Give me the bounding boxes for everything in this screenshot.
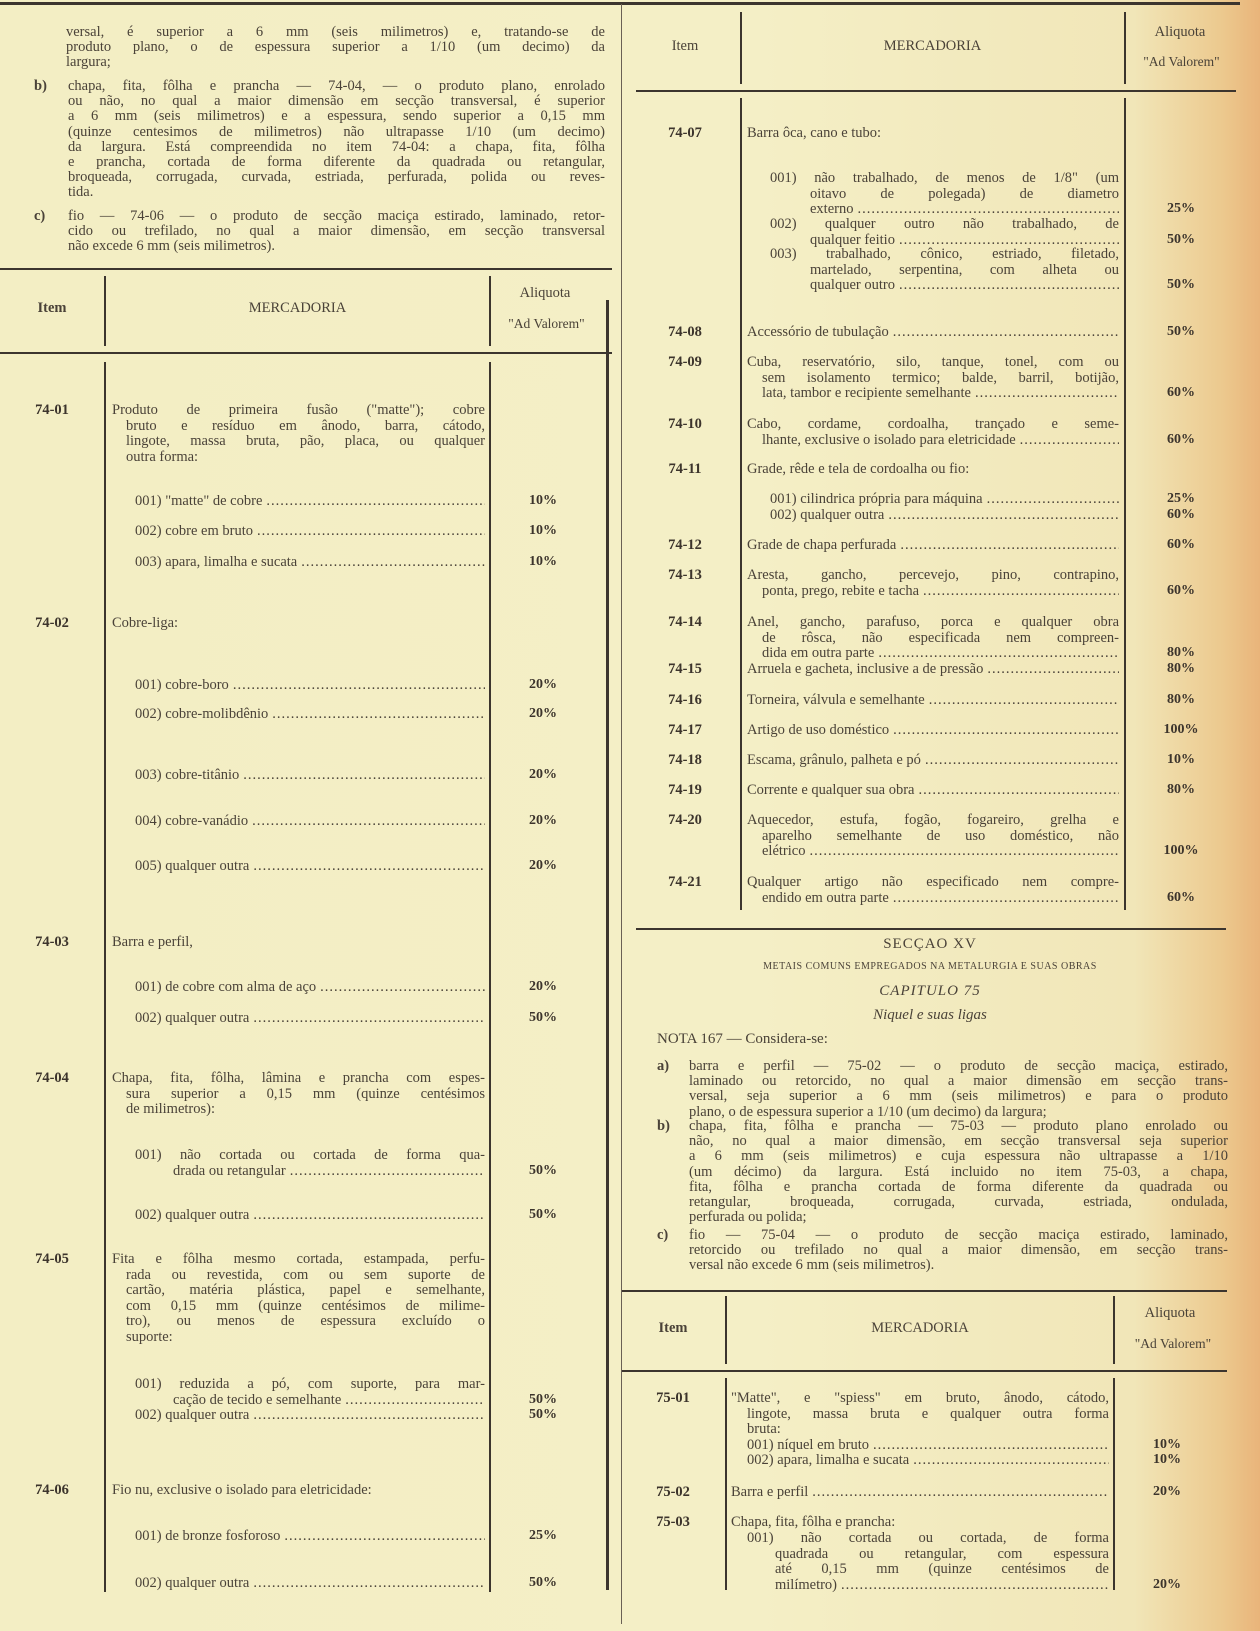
line-text: endido em outra parte (762, 889, 889, 906)
item-code: 74-11 (668, 461, 702, 477)
left-header-divider (489, 276, 491, 346)
goods-line: outra forma: (126, 448, 199, 465)
rate-value: 10% (1153, 1437, 1181, 1452)
line-text: Grade de chapa perfurada (747, 537, 897, 553)
goods-line: sura superior a 0,15 mm (quinze centésimos (126, 1085, 485, 1102)
right-table-divider (740, 98, 742, 910)
line-text: 001) de cobre com alma de aço (135, 979, 317, 995)
line-text: 002) qualquer outra (135, 1575, 250, 1591)
rate-value: 60% (1167, 537, 1195, 552)
item-code: 74-10 (668, 416, 702, 432)
dot-leader (899, 277, 1119, 293)
goods-line (762, 843, 1119, 859)
rate-value: 60% (1167, 431, 1195, 447)
item-code: 74-14 (668, 614, 702, 630)
goods-line (747, 782, 1119, 798)
note-line: plano, o de espessura superior a 1/10 (um decimo) da largura; (689, 1103, 1047, 1120)
goods-line: Qualquer artigo não especificado nem compre- (747, 874, 1119, 890)
goods-line: lingote, massa bruta e qualquer outra forma (747, 1405, 1109, 1422)
goods-subline (135, 1528, 485, 1544)
section-subtitle: METAIS COMUNS EMPREGADOS NA METALURGIA E SUAS OBRAS (763, 961, 1097, 972)
rate-value: 80% (1167, 692, 1195, 707)
note-line: versal não excede 6 mm (seis milimetros). (689, 1257, 935, 1274)
line-text: drada ou retangular (173, 1162, 286, 1179)
rate-value: 50% (529, 1391, 557, 1407)
goods-subline (135, 858, 485, 874)
line-text: 004) cobre-vanádio (135, 813, 249, 829)
dot-leader (233, 677, 485, 693)
note-label: a) (657, 1058, 670, 1074)
right-header-bottom-rule (636, 90, 1236, 92)
goods-line (747, 537, 1119, 553)
note-line: barra e perfil — 75-02 — o produto de secção maciça, estirado, (689, 1058, 1228, 1074)
rate-value: 20% (1153, 1484, 1181, 1499)
goods-subline (810, 277, 1119, 293)
right-header-rate: Aliquota (1154, 24, 1206, 40)
top-rule (0, 2, 1240, 5)
dot-leader (809, 843, 1119, 859)
goods-subline (775, 1577, 1109, 1593)
item-code: 74-06 (35, 1482, 69, 1498)
left-header-item: Item (37, 300, 67, 316)
rate-value: 25% (529, 1528, 557, 1543)
line-text: milímetro) (775, 1576, 838, 1593)
goods-line (731, 1484, 1109, 1500)
line-text: lhante, exclusive o isolado para eletricidade (762, 431, 1016, 448)
goods-line: Grade, rêde e tela de cordoalha ou fio: (747, 461, 970, 477)
goods-subline: 001) reduzida a pó, com suporte, para mar- (135, 1376, 485, 1392)
note-label: b) (657, 1118, 670, 1134)
goods-line (747, 661, 1119, 677)
note-line: (quinze centesimos de milimetros) não ultrapasse 1/10 (um decimo) (68, 123, 605, 140)
right-table-divider (1124, 98, 1126, 910)
right-header-divider (1124, 12, 1126, 84)
line-text: 002) qualquer outra (135, 1010, 250, 1026)
note-line: e prancha, cortada de forma diferente da quadrada ou retangular, (68, 154, 605, 170)
dot-leader (913, 1452, 1109, 1468)
dot-leader (893, 722, 1119, 738)
goods-subline (135, 1575, 485, 1591)
rate-value: 60% (1167, 507, 1195, 522)
dot-leader (320, 979, 485, 995)
line-text: Accessório de tubulação (747, 324, 889, 340)
goods-line: Chapa, fita, fôlha, lâmina e prancha com espes- (112, 1070, 485, 1086)
dot-leader (888, 507, 1119, 523)
note-line: broqueada, corrugada, curvada, estriada, perfurada, polida ou reves- (68, 169, 605, 186)
item-code: 74-17 (668, 722, 702, 738)
item-code: 75-02 (656, 1484, 690, 1500)
dot-leader (253, 858, 485, 874)
dot-leader (900, 537, 1119, 553)
goods-subline (135, 677, 485, 693)
rate-value: 20% (529, 706, 557, 721)
rate-value: 100% (1163, 843, 1199, 859)
goods-line: Anel, gancho, parafuso, porca e qualquer obra (747, 614, 1119, 630)
rate-value: 20% (529, 767, 557, 782)
section-title: SECÇAO XV (883, 936, 977, 952)
line-text: dida em outra parte (762, 645, 875, 662)
note-line: tida. (68, 184, 94, 201)
note-line: perfurada ou polida; (689, 1209, 807, 1226)
line-text: cação de tecido e semelhante (173, 1391, 342, 1408)
goods-subline (173, 1163, 485, 1179)
rate-value: 50% (1167, 324, 1195, 339)
note-line: versal, é superior a 6 mm (seis milimetros) e, tratando-se de (66, 24, 605, 40)
goods-line: suporte: (126, 1329, 173, 1345)
item-code: 75-03 (656, 1514, 690, 1530)
goods-line (747, 692, 1119, 708)
left-table-divider (489, 362, 491, 1592)
goods-subline (810, 201, 1119, 217)
goods-subline (770, 507, 1119, 523)
line-text: 003) cobre-titânio (135, 767, 240, 783)
dot-leader (987, 661, 1119, 677)
line-text: 002) cobre em bruto (135, 523, 253, 539)
dot-leader (243, 767, 485, 783)
note-line: laminado ou retorcido, no qual a maior dimensão em secção trans- (689, 1073, 1228, 1090)
item-code: 74-21 (668, 874, 702, 890)
note-line: não, no qual a maior dimensão, em secção transversal seja superior (689, 1133, 1228, 1150)
line-text: 001) cilindrica própria para máquina (770, 491, 983, 507)
left-header-goods: MERCADORIA (248, 300, 347, 316)
rate-value: 20% (529, 813, 557, 828)
dot-leader (252, 813, 485, 829)
note-line: não excede 6 mm (seis milimetros). (68, 238, 275, 255)
line-text: 002) qualquer outra (135, 1407, 250, 1423)
dot-leader (257, 523, 485, 539)
rate-value: 50% (1167, 277, 1195, 293)
goods-line (747, 752, 1119, 768)
line-text: lata, tambor e recipiente semelhante (762, 385, 971, 402)
goods-line: Barra e perfil, (112, 934, 193, 950)
dot-leader (290, 1163, 485, 1179)
rate-value: 10% (1153, 1452, 1181, 1467)
goods-line: Cobre-liga: (112, 615, 179, 631)
goods-subline (135, 493, 485, 509)
goods-subline: quadrada ou retangular, com espessura (775, 1545, 1109, 1562)
dot-leader (929, 692, 1119, 708)
goods-subline (135, 554, 485, 570)
table75-header-item: Item (658, 1320, 688, 1336)
line-text: 001) cobre-boro (135, 677, 229, 693)
line-text: 002) apara, limalha e sucata (747, 1452, 910, 1468)
goods-subline (135, 1010, 485, 1026)
rate-value: 100% (1163, 722, 1199, 737)
goods-subline (135, 767, 485, 783)
line-text: Barra e perfil (731, 1484, 809, 1500)
rate-value: 50% (529, 1162, 557, 1178)
goods-line (762, 432, 1119, 448)
goods-subline (135, 1207, 485, 1223)
item-code: 74-16 (668, 692, 702, 708)
section-rule (636, 928, 1226, 930)
rate-value: 20% (529, 979, 557, 994)
rate-value: 80% (1167, 645, 1195, 661)
table75-header-rate-sub: "Ad Valorem" (1134, 1336, 1212, 1351)
line-text: 001) "matte" de cobre (135, 493, 263, 509)
dot-leader (253, 1575, 485, 1591)
goods-subline: 002) qualquer outro não trabalhado, de (770, 216, 1119, 232)
table75-header-goods: MERCADORIA (871, 1320, 969, 1336)
goods-line: Fita e fôlha mesmo cortada, estampada, perfu- (112, 1251, 485, 1267)
rate-value: 25% (1167, 491, 1195, 506)
line-text: qualquer outro (810, 277, 895, 294)
dot-leader (857, 201, 1119, 217)
line-text: 003) apara, limalha e sucata (135, 554, 298, 570)
dot-leader (301, 554, 485, 570)
goods-line (762, 645, 1119, 661)
goods-subline: martelado, serpentina, com alheta ou (810, 261, 1119, 278)
item-code: 74-04 (35, 1070, 69, 1086)
goods-line: Aresta, gancho, percevejo, pino, contrapino, (747, 567, 1119, 583)
goods-line: Cuba, reservatório, silo, tanque, tonel, com ou (747, 354, 1119, 370)
goods-line: rada ou revestida, com ou sem suporte de (126, 1266, 485, 1283)
goods-subline: 003) trabalhado, cônico, estriado, filetado, (770, 246, 1119, 262)
dot-leader (873, 1437, 1109, 1453)
goods-subline: 001) não cortada ou cortada, de forma (747, 1530, 1109, 1546)
table75-header-bottom-rule (622, 1370, 1227, 1372)
note-line: chapa, fita, fôlha e prancha — 74-04, — o produto plano, enrolado (68, 78, 605, 94)
rate-value: 10% (529, 523, 557, 538)
rate-value: 20% (1153, 1576, 1181, 1592)
item-code: 74-07 (668, 125, 702, 141)
note-label: b) (34, 78, 47, 94)
dot-leader (925, 752, 1119, 768)
right-header-rate-sub: "Ad Valorem" (1143, 54, 1220, 69)
goods-line: Aquecedor, estufa, fogão, fogareiro, grelha e (747, 812, 1119, 828)
line-text: 001) níquel em bruto (747, 1437, 870, 1453)
note-label: c) (657, 1227, 669, 1243)
note-line: da largura. Está compreendida no item 74-04: a chapa, fita, fôlha (68, 138, 605, 155)
rate-value: 50% (529, 1207, 557, 1222)
line-text: 002) cobre-molibdênio (135, 706, 269, 722)
note-line: fio — 75-04 — o produto de secção maciça estirado, laminado, (689, 1227, 1228, 1243)
left-header-rate-sub: "Ad Valorem" (508, 316, 585, 331)
note-line: produto plano, o de espessura superior a 1/10 (um decimo) da (66, 39, 605, 56)
dot-leader (284, 1528, 485, 1544)
note-line: versal, seja superior a 6 mm (seis milimetros) e para o produto (689, 1088, 1228, 1105)
goods-subline (747, 1452, 1109, 1468)
dot-leader (893, 890, 1119, 906)
goods-line: Chapa, fita, fôlha e prancha: (731, 1514, 896, 1530)
rate-value: 10% (529, 554, 557, 569)
chapter-title: Niquel e suas ligas (873, 1007, 987, 1023)
goods-line (762, 890, 1119, 906)
note-line: a 6 mm (seis milimetros) e a espessura, sendo superior a 0,15 mm (68, 108, 605, 125)
dot-leader (812, 1484, 1109, 1500)
dot-leader (841, 1577, 1109, 1593)
item-code: 74-15 (668, 661, 702, 677)
goods-subline: 001) não trabalhado, de menos de 1/8" (um (770, 170, 1119, 186)
dot-leader (266, 493, 485, 509)
dot-leader (272, 706, 485, 722)
goods-subline (173, 1392, 485, 1408)
note-line: largura; (66, 54, 111, 71)
dot-leader (923, 583, 1119, 599)
rate-value: 20% (529, 858, 557, 873)
goods-line: tro), ou menos de espessura excluído o (126, 1313, 485, 1330)
dot-leader (345, 1392, 485, 1408)
left-header-rate: Aliquota (519, 285, 571, 301)
table75-divider (1113, 1378, 1115, 1590)
note-line: (um décimo) da largura. Está incluido no item 75-03, a chapa, (689, 1163, 1228, 1180)
dot-leader (987, 491, 1119, 507)
line-text: 001) de bronze fosforoso (135, 1528, 281, 1544)
goods-subline (135, 523, 485, 539)
goods-subline (135, 706, 485, 722)
rate-value: 25% (1167, 201, 1195, 217)
note-line: cido ou trefilado, no qual a maior dimensão, em secção transversal (68, 223, 605, 240)
right-header-item: Item (671, 38, 699, 54)
dot-leader (878, 645, 1119, 661)
item-code: 74-01 (35, 402, 69, 418)
note-heading: NOTA 167 — Considera-se: (657, 1031, 828, 1047)
goods-line: "Matte", e "spiess" em bruto, ânodo, cátodo, (731, 1390, 1109, 1406)
goods-line: sem isolamento termico; balde, barril, botijão, (762, 369, 1119, 386)
note-line: ou não, no qual a maior dimensão em secção transversal, é superior (68, 93, 605, 110)
goods-line: Fio nu, exclusive o isolado para eletricidade: (112, 1482, 372, 1498)
goods-line: bruta: (747, 1421, 781, 1437)
left-table-divider (104, 362, 106, 1592)
rate-value: 80% (1167, 661, 1195, 676)
line-text: qualquer feitio (810, 231, 895, 248)
table75-header-divider (1113, 1296, 1115, 1364)
rate-value: 50% (529, 1010, 557, 1025)
rate-value: 10% (529, 493, 557, 508)
goods-subline (135, 979, 485, 995)
goods-line: aparelho semelhante de uso doméstico, não (762, 827, 1119, 844)
item-code: 74-08 (668, 324, 702, 340)
goods-line: lingote, massa bruta, pão, placa, ou qualquer (126, 433, 485, 450)
rate-value: 50% (1167, 231, 1195, 247)
goods-line: bruto e resíduo em ânodo, barra, cátodo, (126, 417, 485, 434)
goods-line: com 0,15 mm (quinze centésimos de milime- (126, 1297, 485, 1314)
goods-line (762, 385, 1119, 401)
item-code: 74-18 (668, 752, 702, 768)
left-header-top-rule (0, 268, 612, 270)
goods-subline (770, 491, 1119, 507)
goods-line: Cabo, cordame, cordoalha, trançado e seme- (747, 416, 1119, 432)
rate-value: 20% (529, 677, 557, 692)
line-text: 002) qualquer outra (135, 1207, 250, 1223)
note-line: retangular, broqueada, corrugada, curvada, estriada, ondulada, (689, 1194, 1228, 1210)
goods-line (747, 324, 1119, 340)
dot-leader (253, 1407, 485, 1423)
left-header-bottom-rule (0, 352, 612, 354)
table75-divider (725, 1378, 727, 1590)
item-code: 74-12 (668, 537, 702, 553)
dot-leader (1020, 432, 1119, 448)
left-header-divider (104, 276, 106, 346)
line-text: Torneira, válvula e semelhante (747, 692, 925, 708)
goods-line (747, 722, 1119, 738)
rate-value: 60% (1167, 385, 1195, 401)
table75-header-rate: Aliquota (1144, 1305, 1196, 1321)
line-text: Corrente e qualquer sua obra (747, 782, 915, 798)
column-divider (621, 4, 622, 1624)
table75-header-top-rule (622, 1290, 1227, 1292)
note-label: c) (34, 208, 46, 224)
goods-line: Produto de primeira fusão ("matte"); cobre (112, 402, 485, 418)
note-line: retorcido ou trefilado no qual a maior dimensão, em secção trans- (689, 1242, 1228, 1259)
right-header-divider (740, 12, 742, 84)
line-text: 005) qualquer outra (135, 858, 250, 874)
dot-leader (253, 1010, 485, 1026)
goods-subline: oitavo de polegada) de diametro (810, 185, 1119, 202)
dot-leader (253, 1207, 485, 1223)
item-code: 74-13 (668, 567, 702, 583)
item-code: 75-01 (656, 1390, 690, 1406)
goods-line (762, 583, 1119, 599)
item-code: 74-09 (668, 354, 702, 370)
rate-value: 80% (1167, 782, 1195, 797)
dot-leader (919, 782, 1120, 798)
dot-leader (893, 324, 1119, 340)
line-text: elétrico (762, 843, 806, 860)
rate-value: 60% (1167, 889, 1195, 905)
line-text: 002) qualquer outra (770, 507, 885, 523)
line-text: Escama, grânulo, palheta e pó (747, 752, 921, 768)
table75-header-divider (725, 1296, 727, 1364)
goods-line: de milimetros): (126, 1101, 215, 1118)
left-table-border (606, 300, 609, 1590)
item-code: 74-05 (35, 1251, 69, 1267)
right-header-goods: MERCADORIA (883, 38, 982, 54)
rate-value: 60% (1167, 582, 1195, 598)
note-line: a 6 mm (seis milimetros) e cuja espessura não ultrapasse a 1/10 (689, 1148, 1228, 1165)
rate-value: 10% (1167, 752, 1195, 767)
rate-value: 50% (529, 1407, 557, 1422)
item-code: 74-20 (668, 812, 702, 828)
goods-subline (747, 1437, 1109, 1453)
goods-line: Barra ôca, cano e tubo: (747, 125, 882, 141)
goods-subline (135, 813, 485, 829)
rate-value: 50% (529, 1575, 557, 1590)
line-text: ponta, prego, rebite e tacha (762, 582, 920, 599)
note-line: fio — 74-06 — o produto de secção maciça estirado, laminado, retor- (68, 208, 605, 224)
item-code: 74-03 (35, 934, 69, 950)
dot-leader (975, 385, 1119, 401)
line-text: externo (810, 201, 854, 218)
note-line: chapa, fita, fôlha e prancha — 75-03 — produto plano enrolado ou (689, 1118, 1228, 1134)
goods-line: cartão, matéria plástica, papel e semelhante, (126, 1282, 485, 1299)
goods-subline: até 0,15 mm (quinze centésimos de (775, 1561, 1109, 1577)
chapter-heading: CAPITULO 75 (879, 983, 981, 999)
line-text: Arruela e gacheta, inclusive a de pressão (747, 661, 984, 677)
goods-subline: 001) não cortada ou cortada de forma qua- (135, 1147, 485, 1163)
item-code: 74-19 (668, 782, 702, 798)
goods-subline (135, 1407, 485, 1423)
item-code: 74-02 (35, 615, 69, 631)
line-text: Artigo de uso doméstico (747, 722, 890, 738)
goods-line: de rôsca, não especificada nem compreen- (762, 629, 1119, 646)
note-line: fita, fôlha e prancha cortada de forma diferente da quadrada ou (689, 1178, 1228, 1195)
